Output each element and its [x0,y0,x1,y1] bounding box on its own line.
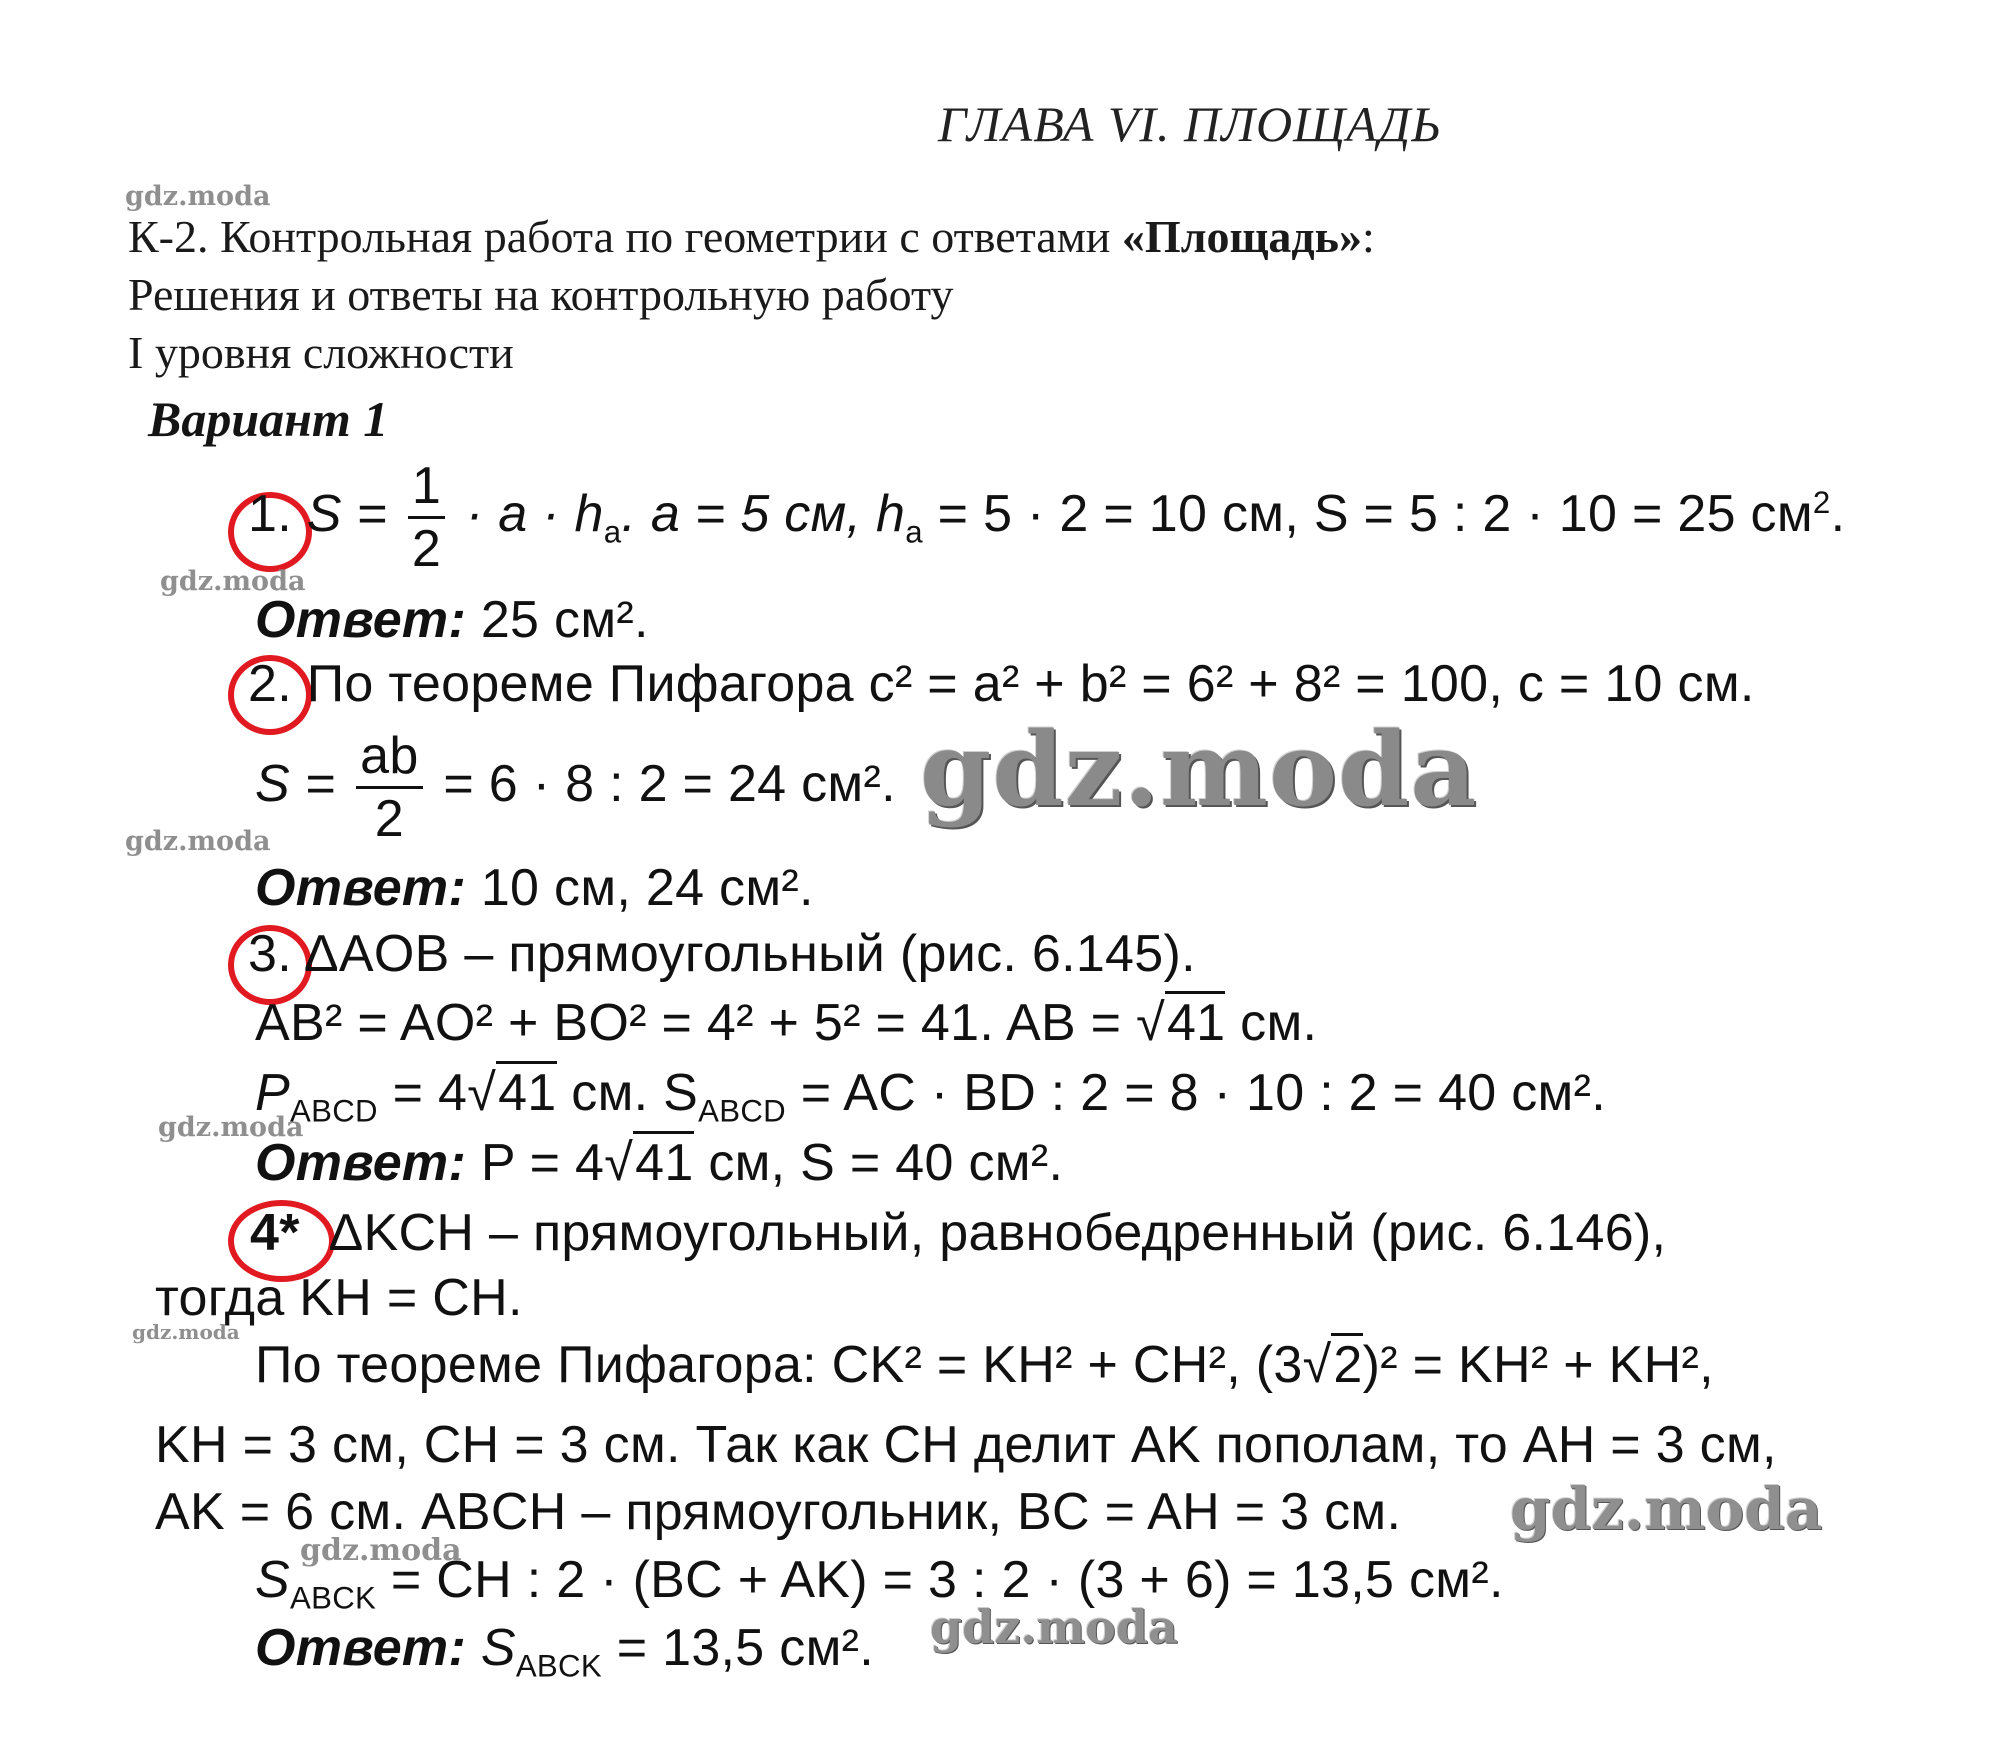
watermark: gdz.moda [920,710,1478,830]
formula-text: = CH : 2 · (BC + AK) = 3 : 2 · (3 + 6) = 13,5 см². [390,1551,1504,1609]
formula-text: ΔKCH – прямоугольный, равнобедренный (рис. 6.146), [328,1204,1667,1262]
watermark: gdz.moda [158,1112,304,1143]
task-4-line-2: тогда KH = CH. [155,1269,523,1327]
task-2-line-2 [255,727,896,848]
subscript: ABCD [289,1093,378,1129]
fraction-numerator: 1 [408,460,445,519]
task-number: 2. [248,655,292,713]
formula-text: По теореме Пифагора c² = a² + b² = 6² + 8² = 100, c = 10 см. [306,655,1755,713]
subscript: а [603,514,622,550]
task-4-line-5: AK = 6 см. ABCH – прямоугольник, BC = AH = 3 см. [155,1483,1402,1541]
fraction [356,727,422,848]
task-number: 3. [248,925,292,983]
header-topic: «Площадь» [1121,211,1362,262]
formula-text: = 5 · 2 = 10 см, S = 5 : 2 · 10 = 25 см [937,485,1813,544]
fraction-denominator: 2 [411,520,442,578]
variant-title: Вариант 1 [148,391,389,447]
formula-text: · a · h [465,485,604,544]
formula-text: см. [1240,994,1318,1052]
subscript: а [905,514,923,550]
answer-label: Ответ: [255,859,467,917]
answer-value: = 13,5 см². [616,1619,874,1677]
sqrt-radicand: 41 [496,1061,556,1122]
formula-text: )² = KH² + KH², [1362,1336,1714,1394]
fraction [408,457,445,578]
formula-text: . a = 5 см, h [621,485,906,544]
fraction-denominator: 2 [374,790,404,848]
answer-label: Ответ: [255,591,467,649]
watermark: gdz.moda [125,181,271,212]
task-number: 1. [248,485,292,544]
formula-text: AB² = AO² + BO² = 4² + 5² = 41. AB = [255,994,1122,1052]
superscript: 2 [1812,484,1831,520]
answer-value: 10 см, 24 см². [480,859,814,917]
header-line-1 [128,210,1375,263]
formula-text: S [255,1551,290,1609]
header-colon: : [1361,211,1375,262]
task-3-line-1 [248,924,1196,984]
subscript: ABCK [289,1580,377,1616]
task-number: 4* [250,1204,300,1262]
formula-text: = 6 · 8 : 2 = 24 см². [443,755,896,814]
answer-value: см, S = 40 см². [708,1134,1064,1192]
watermark: gdz.moda [160,566,306,597]
formula-text: S = [306,485,388,544]
answer-value: P = 4 [480,1134,605,1192]
task-4-line-6 [255,1550,1504,1616]
task-3-answer: Ответ: P = 4√41 см, S = 40 см². [255,1133,1063,1193]
task-4-line-4: KH = 3 см, CH = 3 см. Так как CH делит AK пополам, то AH = 3 см, [155,1416,1777,1474]
fraction-numerator: ab [356,730,422,789]
task-3-line-2: AB² = AO² + BO² = 4² + 5² = 41. AB = √41 см. [255,993,1317,1053]
formula-text: P [255,1064,290,1122]
sqrt-radicand: 41 [633,1131,693,1192]
header-line-3: I уровня сложности [128,327,514,378]
task-1-line-1 [248,457,1846,578]
sqrt-radicand: 2 [1331,1333,1362,1394]
formula-text: S = [255,755,336,814]
formula-text: = AC · BD : 2 = 8 · 10 : 2 = 40 см². [800,1064,1606,1122]
answer-value: S [480,1619,516,1677]
header-line-2: Решения и ответы на контрольную работу [128,269,954,320]
formula-text: ΔAOB – прямоугольный (рис. 6.145). [303,925,1196,983]
sqrt-radicand: 41 [1165,991,1225,1052]
watermark: gdz.moda [1510,1475,1823,1543]
watermark: gdz.moda [300,1533,462,1568]
task-1-answer [255,590,649,650]
formula-text: . [1830,485,1846,544]
subscript: ABCK [515,1648,602,1684]
header-line-1-prefix: К-2. Контрольная работа по геометрии с ответами [128,211,1111,262]
watermark: gdz.moda [132,1320,240,1344]
formula-text: = 4 [392,1064,468,1122]
task-2-answer [255,858,814,918]
task-4-line-1 [250,1203,1666,1263]
task-2-line-1 [248,654,1755,714]
answer-label: Ответ: [255,1134,467,1192]
task-4-line-3: По теореме Пифагора: CK² = KH² + CH², (3√2)² = KH² + KH², [255,1335,1714,1395]
task-3-line-3: $P_{ABCD} = 4√41$ см. $S_{ABCD}$ = AC · BD : 2 = 8 · 10 : 2 = 40 см². [255,1063,1606,1123]
task-4-answer [255,1618,874,1684]
subscript: ABCD [698,1093,786,1129]
watermark: gdz.moda [125,826,271,857]
answer-value: 25 см². [480,591,649,649]
watermark: gdz.moda [930,1600,1178,1654]
formula-text: см. S [571,1064,699,1122]
chapter-title: ГЛАВА VI. ПЛОЩАДЬ [938,96,1442,152]
answer-label: Ответ: [255,1619,467,1677]
formula-text: По теореме Пифагора: CK² = KH² + CH², (3 [255,1336,1303,1394]
